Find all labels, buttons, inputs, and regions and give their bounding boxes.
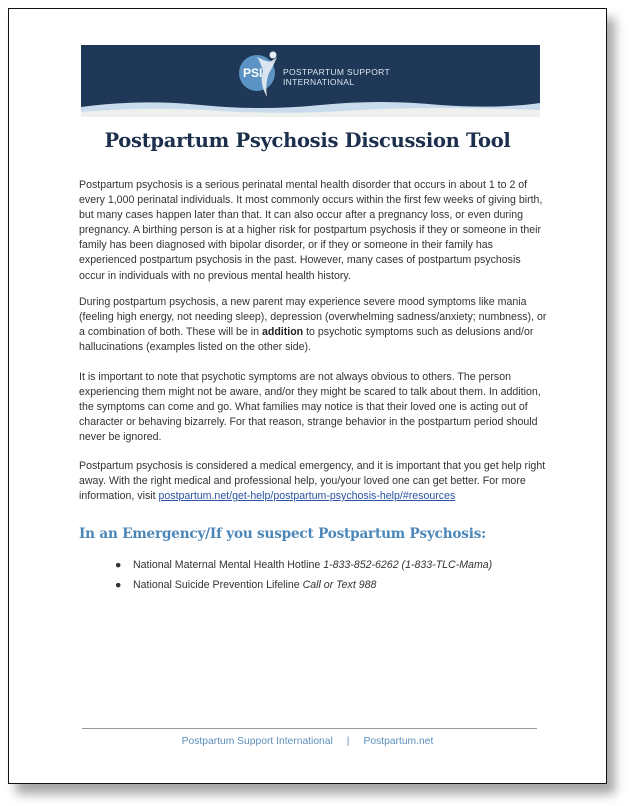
lifeline-detail: Call or Text 988 [302, 579, 377, 591]
lifeline-label: National Suicide Prevention Lifeline [133, 579, 303, 591]
resources-link[interactable]: postpartum.net/get-help/postpartum-psychosis-help/#resources [158, 490, 456, 503]
hotline-number: 1-833-852-6262 (1-833-TLC-Mama) [323, 559, 493, 571]
awareness-paragraph: It is important to note that psychotic symptoms are not always obvious to others. The person experiencing them might not be aware, and/or they might be scared to talk about them. In addition, the symptoms can come and go. What families may notice is that their loved one is acting out of character or behaving bizarrely. For that reason, strange behavior in the postpartum period should never be ignored. [79, 371, 541, 444]
document-page [8, 8, 607, 784]
footer-separator: | [346, 736, 350, 747]
intro-paragraph: Postpartum psychosis is a serious perinatal mental health disorder that occurs in about 1 to 2 of every 1,000 perinatal individuals. It most commonly occurs within the first few weeks of giving birth, but many cases happen later than that. It can also occur after a pregnancy loss, or even during pregnancy. A birthing person is at a higher risk for postpartum psychosis if they or someone in their family has been diagnosed with bipolar disorder, or if they or someone in their family has experienced postpartum psychosis in the past. However, many cases of postpartum psychosis occur in individuals with no previous mental health history. [79, 179, 543, 282]
hotline-label: National Maternal Mental Health Hotline [133, 559, 324, 571]
emphasis-addition: addition [261, 326, 304, 339]
emergency-heading: In an Emergency/If you suspect Postpartum Psychosis: [79, 526, 486, 542]
bullet-icon: ● [115, 579, 122, 591]
list-item [109, 577, 492, 597]
list-item [109, 557, 492, 577]
symptoms-paragraph: During postpartum psychosis, a new parent may experience severe mood symptoms like mania (feeling high energy, not needing sleep), depression (overwhelming sadness/anxiety; numbness), or a combination of both. These will be in addition to psychotic symptoms such as delusions and/or hallucinations (examples listed on the other side). [79, 296, 547, 354]
footer-website: Postpartum.net [363, 736, 434, 747]
footer-divider [82, 728, 537, 729]
logo-figure-icon [249, 49, 285, 99]
page-title: Postpartum Psychosis Discussion Tool [104, 129, 511, 152]
emergency-paragraph: Postpartum psychosis is considered a medical emergency, and it is important that you get help right away. With the right medical and professional help, you/your loved one can get better. For more information, visit postpartum.net/get-help/postpartum-psychosis-help/#resources [79, 460, 546, 503]
bullet-icon: ● [115, 559, 122, 571]
footer-org-name: Postpartum Support International [181, 736, 333, 747]
banner-wave-decoration [81, 93, 540, 117]
logo-initials: PSI [243, 66, 263, 80]
emergency-contacts-list [109, 557, 492, 597]
page-footer [9, 736, 606, 747]
psi-header-banner [81, 45, 540, 117]
org-name: POSTPARTUM SUPPORT INTERNATIONAL [283, 67, 390, 87]
